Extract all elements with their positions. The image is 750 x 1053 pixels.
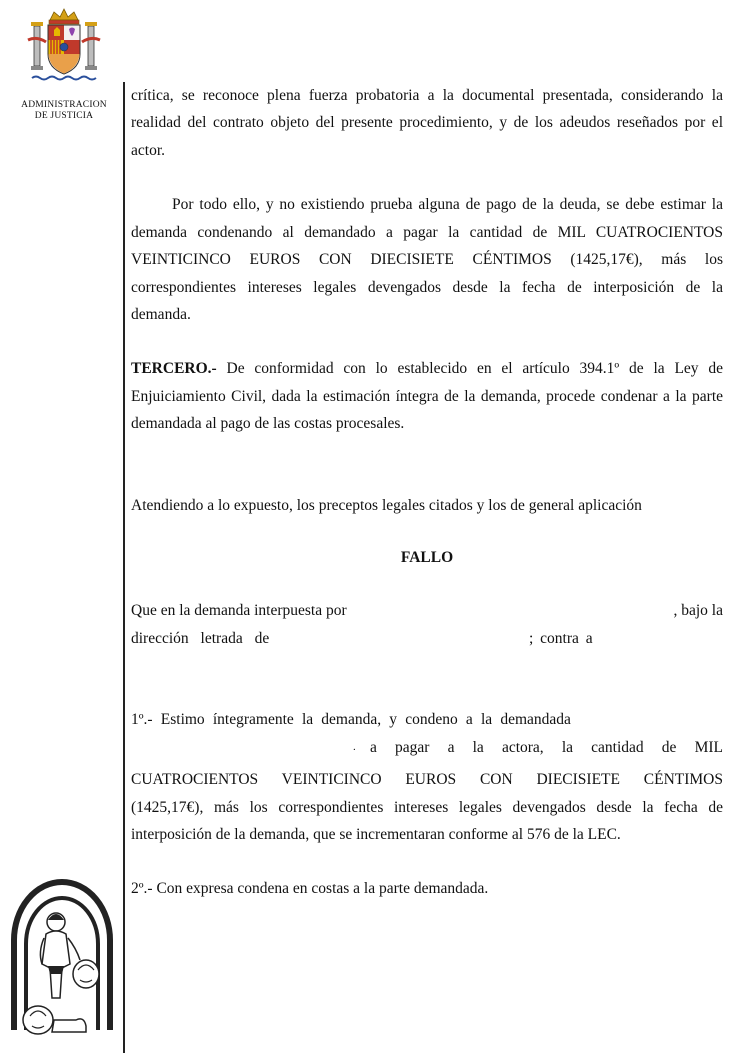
paragraph-2-line-5: demanda. [131,306,191,323]
paragraph-3-line-3: demandada al pago de las costas procesales. [131,415,405,432]
paragraph-1-line-3: actor. [131,142,165,159]
paragraph-5-line-2 [131,630,723,657]
paragraph-1-line-2: realidad del contrato objeto del presente procedimiento, y de los adeudos reseñados por el [131,114,723,131]
paragraph-3-line-1-text: De conformidad con lo establecido en el artículo 394.1º de la Ley de [226,360,723,377]
junta-emblem-icon [8,870,116,1038]
coat-of-arms-icon [14,6,114,86]
paragraph-5-text-c: dirección letrada de [131,630,270,647]
paragraph-6-line-3: CUATROCIENTOS VEINTICINCO EUROS CON DIECISIETE CÉNTIMOS [131,771,723,788]
paragraph-5-text-d: ; contra a [529,630,593,647]
paragraph-2-line-1: Por todo ello, y no existiendo prueba alguna de pago de la deuda, se debe estimar la [172,196,723,213]
paragraph-3-line-1 [131,355,723,383]
paragraph-7: 2º.- Con expresa condena en costas a la parte demandada. [131,880,489,897]
margin-rule [123,82,125,1053]
paragraph-3-line-2: Enjuiciamiento Civil, dada la estimación íntegra de la demanda, procede condenar a la parte [131,388,723,405]
paragraph-4: Atendiendo a lo expuesto, los preceptos legales citados y los de general aplicación [131,497,642,514]
paragraph-2-line-2: demanda condenando al demandado a pagar la cantidad de MIL CUATROCIENTOS [131,224,723,241]
paragraph-2-line-4: correspondientes intereses legales devengados desde la fecha de interposición de la [131,279,723,296]
paragraph-6-line-2 [131,739,723,766]
paragraph-6-line-1-text: 1º.- Estimo íntegramente la demanda, y condeno a la demandada [131,711,571,728]
paragraph-2-line-3: VEINTICINCO EUROS CON DIECISIETE CÉNTIMOS (1425,17€), más los [131,251,723,268]
issuer-line-2: DE JUSTICIA [34,111,94,121]
paragraph-6-dot: . [353,741,356,753]
paragraph-5-text-b: , bajo la [673,602,723,619]
paragraph-5-text-a: Que en la demanda interpuesta por [131,602,347,619]
paragraph-6-line-1 [131,711,723,738]
paragraph-1-line-1: crítica, se reconoce plena fuerza probatoria a la documental presentada, considerando la [131,87,723,104]
paragraph-6-line-4: (1425,17€), más los correspondientes intereses legales devengados desde la fecha de [131,799,723,816]
issuer-line-1: ADMINISTRACION [21,100,107,110]
paragraph-5-line-1 [131,602,723,629]
issuer-label [4,100,124,122]
fallo-heading: FALLO [400,549,454,566]
section-label-tercero: TERCERO.- [131,360,217,377]
paragraph-6-line-2-text: a pagar a la actora, la cantidad de MIL [370,739,723,756]
paragraph-6-line-5: interposición de la demanda, que se incrementaran conforme al 576 de la LEC. [131,826,621,843]
